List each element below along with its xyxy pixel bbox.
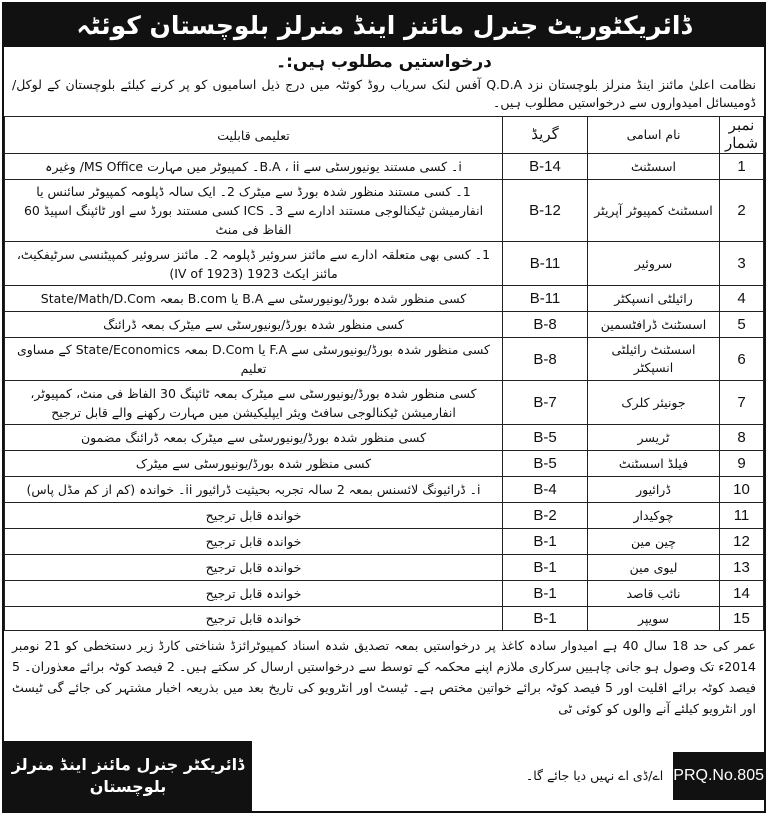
table-row	[5, 529, 764, 555]
table-header-row	[5, 117, 764, 154]
signatory: ڈائریکٹر جنرل مائنز اینڈ منرلز بلوچستان	[4, 741, 252, 811]
row-number: 10	[720, 477, 764, 503]
header-name: نام اسامی	[588, 117, 720, 154]
table-row	[5, 477, 764, 503]
position-name: ڈرائیور	[588, 477, 720, 503]
table-row	[5, 338, 764, 381]
qualification: کسی منظور شدہ بورڈ/یونیورسٹی سے میٹرک بمعہ ڈرائنگ مضمون	[5, 425, 503, 451]
grade: B-7	[503, 381, 588, 425]
position-name: رائیلٹی انسپکٹر	[588, 286, 720, 312]
position-name: اسسٹنٹ ڈرافٹسمین	[588, 312, 720, 338]
row-number: 8	[720, 425, 764, 451]
position-name: نائب قاصد	[588, 581, 720, 607]
grade: B-1	[503, 555, 588, 581]
qualification: خواندہ قابل ترجیح	[5, 581, 503, 607]
table-row	[5, 154, 764, 180]
qualification: خواندہ قابل ترجیح	[5, 555, 503, 581]
table-row	[5, 381, 764, 425]
table-row	[5, 581, 764, 607]
qualification: i۔ کسی مستند یونیورسٹی سے B.A ، ii۔ کمپیوٹر میں مہارت MS Office/ وغیرہ	[5, 154, 503, 180]
grade: B-4	[503, 477, 588, 503]
table-row	[5, 503, 764, 529]
table-row	[5, 312, 764, 338]
grade: B-5	[503, 451, 588, 477]
qualification: خواندہ قابل ترجیح	[5, 607, 503, 631]
header-grade: گریڈ	[503, 117, 588, 154]
position-name: اسسٹنٹ رائیلٹی انسپکٹر	[588, 338, 720, 381]
terms-text-end: اے/ڈی اے نہیں دیا جائے گا۔	[525, 768, 664, 783]
grade: B-11	[503, 286, 588, 312]
table-row	[5, 607, 764, 631]
grade: B-1	[503, 581, 588, 607]
advertisement-border	[2, 2, 766, 813]
position-name: سویپر	[588, 607, 720, 631]
grade: B-8	[503, 312, 588, 338]
table-row	[5, 451, 764, 477]
reference-number: PRQ.No.805	[673, 752, 764, 800]
row-number: 11	[720, 503, 764, 529]
table-row	[5, 286, 764, 312]
footer-bar	[4, 741, 764, 811]
grade: B-11	[503, 242, 588, 286]
grade: B-8	[503, 338, 588, 381]
subtitle: درخواستیں مطلوب ہیں:۔	[276, 52, 492, 72]
row-number: 9	[720, 451, 764, 477]
row-number: 6	[720, 338, 764, 381]
grade: B-2	[503, 503, 588, 529]
page-title: ڈائریکٹوریٹ جنرل مائنز اینڈ منرلز بلوچستان کوئٹہ	[4, 4, 764, 47]
position-name: ٹریسر	[588, 425, 720, 451]
grade: B-12	[503, 180, 588, 242]
qualification: i۔ ڈرائیونگ لائسنس بمعہ 2 سالہ تجربہ بحیثیت ڈرائیور ii۔ خواندہ (کم از کم مڈل پاس)	[5, 477, 503, 503]
row-number: 7	[720, 381, 764, 425]
qualification: خواندہ قابل ترجیح	[5, 503, 503, 529]
position-name: اسسٹنٹ	[588, 154, 720, 180]
qualification: 1۔ کسی بھی متعلقہ ادارے سے مائنز سروئیر ڈپلومہ 2۔ مائنز سروئیر کمپیٹنسی سرٹیفکیٹ، مائنز ایکٹ 1923 (IV of 1923)	[5, 242, 503, 286]
header-no: نمبر شمار	[720, 117, 764, 154]
qualification: کسی منظور شدہ بورڈ/یونیورسٹی سے میٹرک بمعہ ٹائپنگ 30 الفاظ فی منٹ، کمپیوٹر، انفارمیشن ٹیکنالوجی سافٹ ویئر ایپلیکیشن میں مہارت رکھنے والے قابل ترجیح	[5, 381, 503, 425]
qualification: کسی منظور شدہ بورڈ/یونیورسٹی سے میٹرک بمعہ ڈرائنگ	[5, 312, 503, 338]
grade: B-14	[503, 154, 588, 180]
grade: B-5	[503, 425, 588, 451]
row-number: 4	[720, 286, 764, 312]
intro-text: نظامت اعلیٰ مائنز اینڈ منرلز بلوچستان نزد Q.D.A آفس لنک سریاب روڈ کوئٹہ میں درج ذیل اسامیوں کو پر کرنے کیلئے بلوچستان کے لوکل/ڈومیسائل امیدواروں سے درخواستیں مطلوب ہیں۔	[12, 77, 756, 110]
qualification: کسی منظور شدہ بورڈ/یونیورسٹی سے B.A یا B.com بمعہ State/Math/D.Com	[5, 286, 503, 312]
row-number: 12	[720, 529, 764, 555]
positions-table	[4, 116, 764, 631]
position-name: لیوی مین	[588, 555, 720, 581]
grade: B-1	[503, 607, 588, 631]
row-number: 14	[720, 581, 764, 607]
position-name: جونیئر کلرک	[588, 381, 720, 425]
qualification: خواندہ قابل ترجیح	[5, 529, 503, 555]
position-name: فیلڈ اسسٹنٹ	[588, 451, 720, 477]
header-qualification: تعلیمی قابلیت	[5, 117, 503, 154]
table-row	[5, 242, 764, 286]
terms-text: عمر کی حد 18 سال 40 ہے امیدوار سادہ کاغذ پر درخواستیں بمعہ تصدیق شدہ اسناد کمپیوٹرائزڈ شناختی کارڈ زیر دستخطی کو 21 نومبر 2014ء تک وصول ہو جانی چاہییں سرکاری ملازم اپنے محکمہ کے توسط سے درخواستیں ارسال کر سکتے ہیں۔ 2 فیصد کوٹہ برائے معذوران۔ 5 فیصد کوٹہ برائے اقلیت اور 5 فیصد کوٹہ برائے خواتین مختص ہے۔ ٹیسٹ اور انٹرویو کی تاریخ بعد میں بذریعہ اخبار مشتہر کی جائے گی ٹیسٹ اور انٹرویو کیلئے آنے والوں کو کوئی ٹی	[12, 638, 757, 716]
position-name: اسسٹنٹ کمپیوٹر آپریٹر	[588, 180, 720, 242]
row-number: 3	[720, 242, 764, 286]
qualification: کسی منظور شدہ بورڈ/یونیورسٹی سے میٹرک	[5, 451, 503, 477]
row-number: 1	[720, 154, 764, 180]
grade: B-1	[503, 529, 588, 555]
table-row	[5, 555, 764, 581]
position-name: چوکیدار	[588, 503, 720, 529]
qualification: کسی منظور شدہ بورڈ/یونیورسٹی سے F.A یا D.Com بمعہ State/Economics کے مساوی تعلیم	[5, 338, 503, 381]
row-number: 2	[720, 180, 764, 242]
position-name: سروئیر	[588, 242, 720, 286]
row-number: 15	[720, 607, 764, 631]
row-number: 5	[720, 312, 764, 338]
row-number: 13	[720, 555, 764, 581]
table-row	[5, 425, 764, 451]
table-row	[5, 180, 764, 242]
position-name: چین مین	[588, 529, 720, 555]
qualification: 1۔ کسی مستند منظور شدہ بورڈ سے میٹرک 2۔ ایک سالہ ڈپلومہ کمپیوٹر سائنس یا انفارمیشن ٹیکنالوجی مستند ادارے سے 3۔ ICS کسی مستند بورڈ سے اور ٹائپنگ اسپیڈ 60 الفاظ فی منٹ	[5, 180, 503, 242]
